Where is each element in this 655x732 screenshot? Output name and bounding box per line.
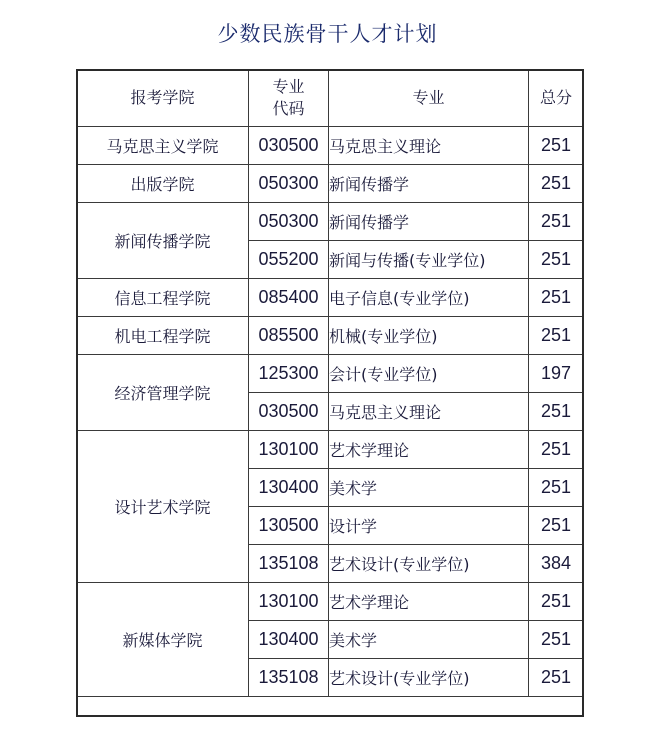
cell-major: 美术学	[329, 469, 529, 507]
cell-major: 设计学	[329, 507, 529, 545]
cell-major: 艺术学理论	[329, 431, 529, 469]
header-college: 报考学院	[77, 70, 249, 127]
header-code-line1: 专业	[272, 77, 305, 96]
cell-code: 085400	[249, 279, 329, 317]
cell-code: 055200	[249, 241, 329, 279]
cell-score: 251	[529, 279, 584, 317]
cell-score: 251	[529, 241, 584, 279]
table-row	[77, 165, 584, 203]
cell-college: 出版学院	[77, 165, 249, 203]
cell-score: 251	[529, 431, 584, 469]
cell-major: 新闻与传播(专业学位)	[329, 241, 529, 279]
cell-score: 251	[529, 507, 584, 545]
cell-major: 马克思主义理论	[329, 393, 529, 431]
table-row	[77, 203, 584, 241]
cell-code: 130400	[249, 469, 329, 507]
cell-code: 130400	[249, 621, 329, 659]
cell-major: 美术学	[329, 621, 529, 659]
table-row	[77, 127, 584, 165]
cell-code: 130500	[249, 507, 329, 545]
cell-score: 251	[529, 203, 584, 241]
cell-code: 135108	[249, 545, 329, 583]
header-score: 总分	[529, 70, 584, 127]
cell-score: 251	[529, 621, 584, 659]
table-row	[77, 317, 584, 355]
cell-major: 机械(专业学位)	[329, 317, 529, 355]
cell-score: 251	[529, 165, 584, 203]
cell-major: 马克思主义理论	[329, 127, 529, 165]
cell-score: 251	[529, 127, 584, 165]
cell-college: 新闻传播学院	[77, 203, 249, 279]
cell-major: 艺术设计(专业学位)	[329, 659, 529, 697]
cell-major: 新闻传播学	[329, 165, 529, 203]
cell-college: 新媒体学院	[77, 583, 249, 697]
cell-code: 050300	[249, 165, 329, 203]
table-row	[77, 279, 584, 317]
cell-score: 197	[529, 355, 584, 393]
cell-score: 384	[529, 545, 584, 583]
cell-code: 030500	[249, 127, 329, 165]
cell-college: 机电工程学院	[77, 317, 249, 355]
header-major: 专业	[329, 70, 529, 127]
table-row	[77, 583, 584, 621]
cell-score: 251	[529, 317, 584, 355]
cell-code: 125300	[249, 355, 329, 393]
cell-major: 电子信息(专业学位)	[329, 279, 529, 317]
cell-major: 艺术设计(专业学位)	[329, 545, 529, 583]
cell-college: 信息工程学院	[77, 279, 249, 317]
cell-score: 251	[529, 583, 584, 621]
cell-score: 251	[529, 469, 584, 507]
cell-code: 050300	[249, 203, 329, 241]
cell-score: 251	[529, 659, 584, 697]
cell-code: 130100	[249, 431, 329, 469]
table-row	[77, 431, 584, 469]
table-row	[77, 355, 584, 393]
cell-score: 251	[529, 393, 584, 431]
page-title: 少数民族骨干人才计划	[217, 22, 438, 46]
table-body	[77, 127, 584, 697]
admission-table	[76, 69, 584, 697]
cell-code: 030500	[249, 393, 329, 431]
cell-code: 130100	[249, 583, 329, 621]
header-code	[249, 70, 329, 127]
cell-major: 新闻传播学	[329, 203, 529, 241]
table-header-row	[77, 70, 584, 127]
cell-college: 马克思主义学院	[77, 127, 249, 165]
cell-major: 艺术学理论	[329, 583, 529, 621]
cell-code: 135108	[249, 659, 329, 697]
cell-college: 设计艺术学院	[77, 431, 249, 583]
cell-code: 085500	[249, 317, 329, 355]
cell-major: 会计(专业学位)	[329, 355, 529, 393]
cell-college: 经济管理学院	[77, 355, 249, 431]
header-code-line2: 代码	[272, 99, 305, 118]
